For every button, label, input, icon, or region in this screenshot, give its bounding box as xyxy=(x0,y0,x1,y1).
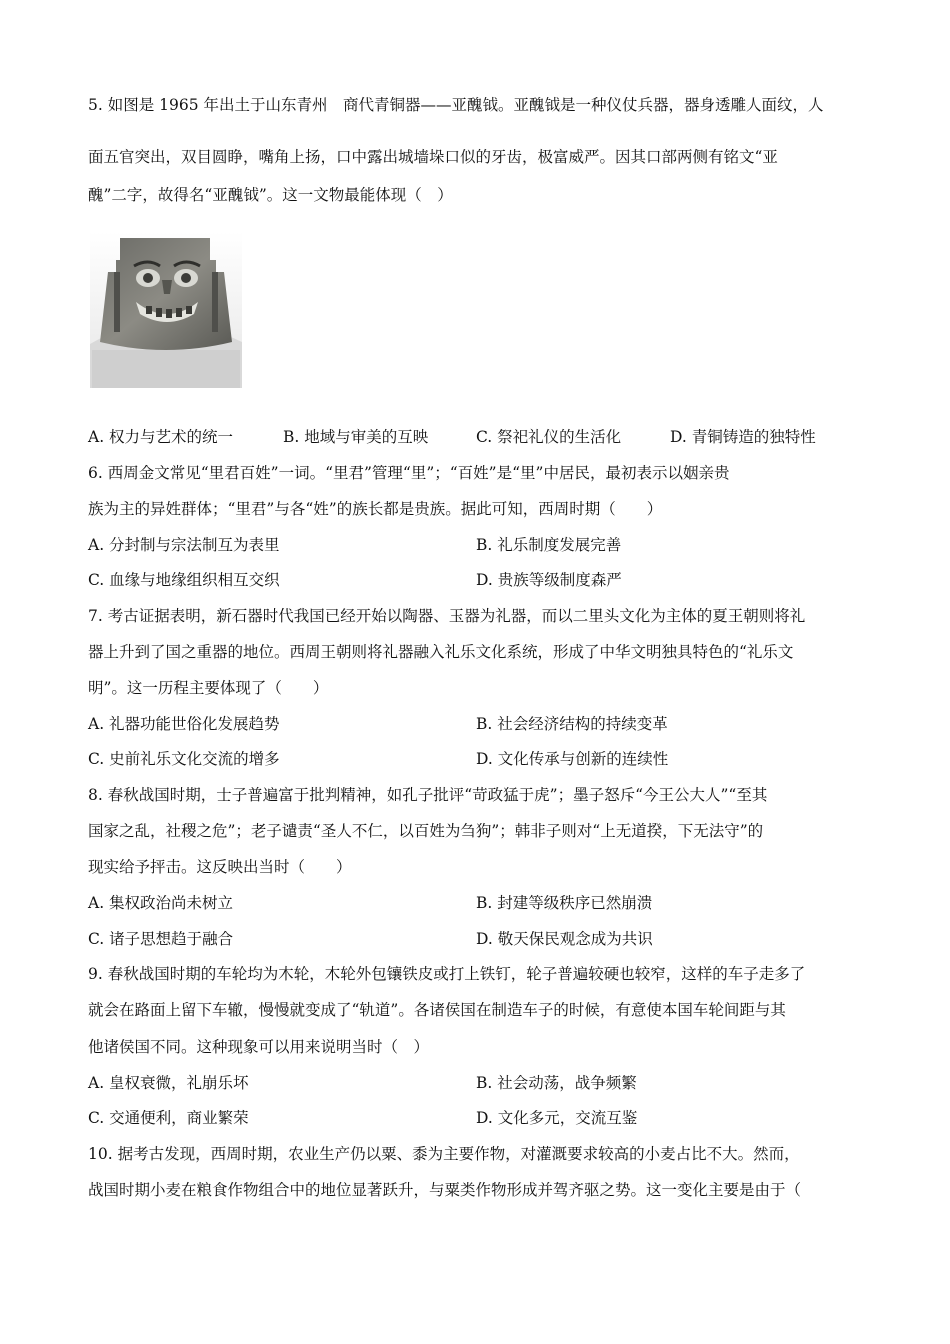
q7-option-c: C. 史前礼乐文化交流的增多 xyxy=(88,750,280,768)
q7-stem-line-1: 7. 考古证据表明，新石器时代我国已经开始以陶器、玉器为礼器，而以二里头文化为主体的夏王朝则将礼 xyxy=(88,607,806,625)
q8-stem-line-3: 现实给予抨击。这反映出当时（ ） xyxy=(88,858,352,876)
q6-stem-line-2: 族为主的异姓群体；“里君”与各“姓”的族长都是贵族。据此可知，西周时期（ ） xyxy=(88,500,663,518)
q6-stem-line-1: 6. 西周金文常见“里君百姓”一词。“里君”管理“里”；“百姓”是“里”中居民，最初表示以姻亲贵 xyxy=(88,464,730,482)
q9-stem-line-2: 就会在路面上留下车辙，慢慢就变成了“轨道”。各诸侯国在制造车子的时候，有意使本国车轮间距与其 xyxy=(88,1001,786,1019)
q9-option-c: C. 交通便利，商业繁荣 xyxy=(88,1109,249,1127)
q7-option-b: B. 社会经济结构的持续变革 xyxy=(476,715,668,733)
q7-stem-line-2: 器上升到了国之重器的地位。西周王朝则将礼器融入礼乐文化系统，形成了中华文明独具特色的“礼乐文 xyxy=(88,643,794,661)
q9-option-b: B. 社会动荡，战争频繁 xyxy=(476,1074,637,1092)
q8-option-a: A. 集权政治尚未树立 xyxy=(88,894,234,912)
q5-stem-line-2: 面五官突出，双目圆睁，嘴角上扬，口中露出城墙垛口似的牙齿，极富威严。因其口部两侧有铭文“亚 xyxy=(88,148,778,166)
q8-option-c: C. 诸子思想趋于融合 xyxy=(88,930,234,948)
q5-option-d: D. 青铜铸造的独特性 xyxy=(670,428,816,446)
q6-option-a: A. 分封制与宗法制互为表里 xyxy=(88,536,280,554)
q9-option-d: D. 文化多元，交流互鉴 xyxy=(476,1109,638,1127)
q8-stem-line-2: 国家之乱，社稷之危”；老子谴责“圣人不仁，以百姓为刍狗”；韩非子则对“上无道揆，下无法守”的 xyxy=(88,822,764,840)
q6-option-c: C. 血缘与地缘组织相互交织 xyxy=(88,571,280,589)
q9-option-a: A. 皇权衰微，礼崩乐坏 xyxy=(88,1074,249,1092)
q8-stem-line-1: 8. 春秋战国时期，士子普遍富于批判精神，如孔子批评“苛政猛于虎”；墨子怒斥“今王公大人”“至其 xyxy=(88,786,768,804)
q8-option-d: D. 敬天保民观念成为共识 xyxy=(476,930,653,948)
bronze-yue-axe-image xyxy=(90,232,242,388)
q7-option-d: D. 文化传承与创新的连续性 xyxy=(476,750,669,768)
q5-stem-line-1: 5. 如图是 1965 年出土于山东青州 商代青铜器——亚醜钺。亚醜钺是一种仪仗兵器，器身透雕人面纹，人 xyxy=(88,96,824,114)
q6-option-b: B. 礼乐制度发展完善 xyxy=(476,536,622,554)
q7-option-a: A. 礼器功能世俗化发展趋势 xyxy=(88,715,280,733)
q7-stem-line-3: 明”。这一历程主要体现了（ ） xyxy=(88,679,329,697)
q5-option-b: B. 地域与审美的互映 xyxy=(283,428,429,446)
q5-option-c: C. 祭祀礼仪的生活化 xyxy=(476,428,622,446)
q10-stem-line-1: 10. 据考古发现，西周时期，农业生产仍以粟、黍为主要作物，对灌溉要求较高的小麦占比不大。然而， xyxy=(88,1145,800,1163)
q5-option-a: A. 权力与艺术的统一 xyxy=(88,428,234,446)
q5-stem-line-3: 醜”二字，故得名“亚醜钺”。这一文物最能体现（ ） xyxy=(88,186,453,204)
q9-stem-line-3: 他诸侯国不同。这种现象可以用来说明当时（ ） xyxy=(88,1038,430,1056)
q8-option-b: B. 封建等级秩序已然崩溃 xyxy=(476,894,653,912)
q6-option-d: D. 贵族等级制度森严 xyxy=(476,571,622,589)
q9-stem-line-1: 9. 春秋战国时期的车轮均为木轮，木轮外包镶铁皮或打上铁钉，轮子普遍较硬也较窄，这样的车子走多了 xyxy=(88,965,806,983)
q10-stem-line-2: 战国时期小麦在粮食作物组合中的地位显著跃升，与粟类作物形成并驾齐驱之势。这一变化主要是由于（ xyxy=(88,1181,802,1199)
